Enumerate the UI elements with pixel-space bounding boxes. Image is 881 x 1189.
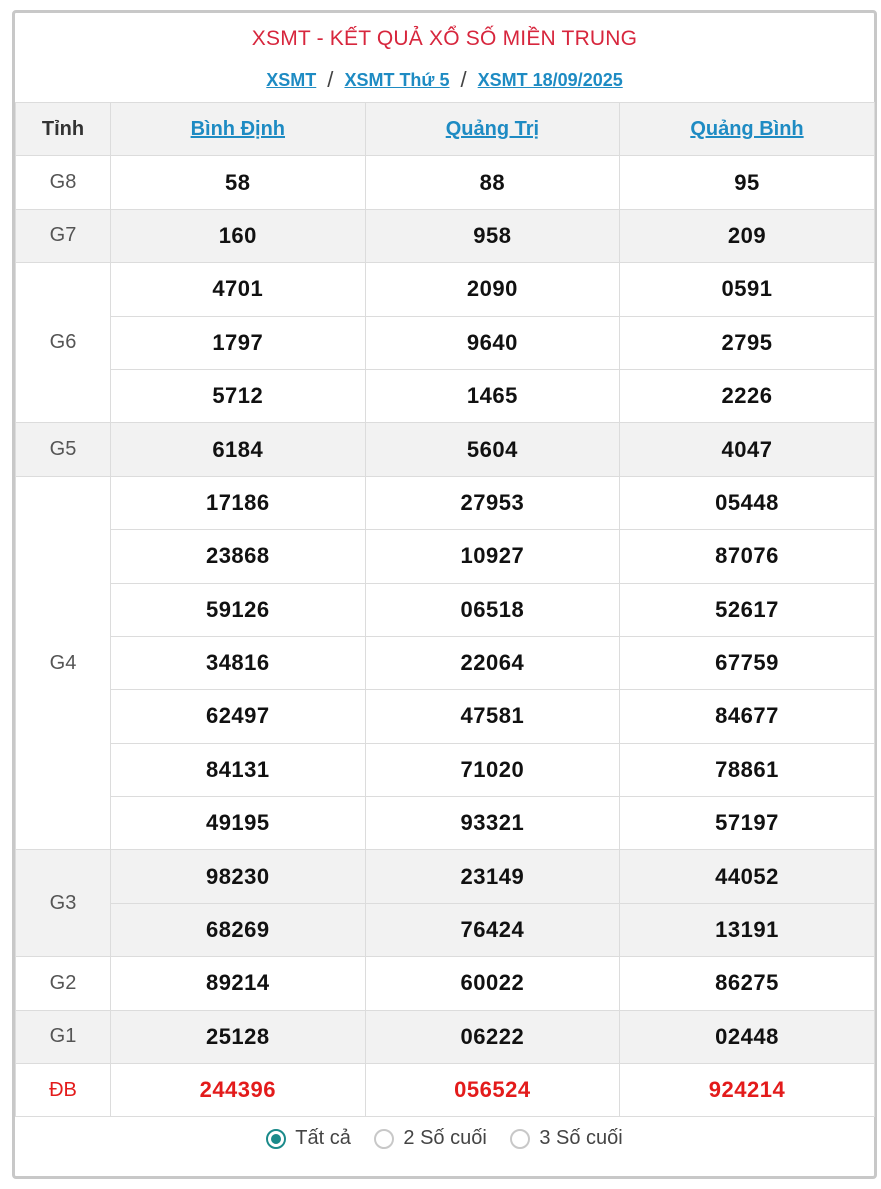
special-prize-label: ĐB [16, 1064, 111, 1117]
province-header [111, 103, 366, 156]
prize-number: 76424 [365, 903, 620, 956]
results-card [12, 10, 877, 1179]
special-prize-number: 924214 [620, 1064, 875, 1117]
breadcrumb-link-date[interactable]: XSMT 18/09/2025 [477, 70, 623, 90]
prize-label: G1 [16, 1010, 111, 1063]
filter-all-radio[interactable] [266, 1127, 351, 1150]
province-link-binh-dinh[interactable]: Bình Định [190, 117, 286, 140]
province-link-quang-binh[interactable]: Quảng Bình [690, 117, 804, 140]
table-row [16, 1010, 875, 1063]
prize-number: 0591 [620, 263, 875, 316]
province-header [365, 103, 620, 156]
breadcrumb [15, 66, 874, 92]
prize-number: 17186 [111, 476, 366, 529]
prize-label: G3 [16, 850, 111, 957]
prize-number: 6184 [111, 423, 366, 476]
breadcrumb-link-thursday[interactable]: XSMT Thứ 5 [344, 70, 450, 90]
table-row [16, 423, 875, 476]
prize-label: G7 [16, 209, 111, 262]
table-row [16, 156, 875, 209]
table-row [16, 263, 875, 316]
radio-checked-icon [266, 1129, 286, 1149]
prize-number: 22064 [365, 636, 620, 689]
prize-number: 10927 [365, 530, 620, 583]
prize-number: 5604 [365, 423, 620, 476]
prize-number: 93321 [365, 797, 620, 850]
table-row [16, 957, 875, 1010]
results-table [15, 102, 875, 1117]
table-row-special [16, 1064, 875, 1117]
prize-number: 52617 [620, 583, 875, 636]
table-row [16, 636, 875, 689]
prize-number: 02448 [620, 1010, 875, 1063]
prize-number: 86275 [620, 957, 875, 1010]
prize-number: 2226 [620, 369, 875, 422]
prize-number: 9640 [365, 316, 620, 369]
prize-number: 68269 [111, 903, 366, 956]
table-row [16, 583, 875, 636]
digit-filter-group [15, 1127, 874, 1155]
prize-number: 1797 [111, 316, 366, 369]
page-title: XSMT - KẾT QUẢ XỔ SỐ MIỀN TRUNG [251, 27, 638, 50]
prize-number: 71020 [365, 743, 620, 796]
filter-all-label: Tất cả [295, 1127, 351, 1149]
prize-number: 87076 [620, 530, 875, 583]
prize-number: 78861 [620, 743, 875, 796]
radio-unchecked-icon [374, 1129, 394, 1149]
breadcrumb-link-xsmt[interactable]: XSMT [266, 70, 317, 90]
prize-number: 06222 [365, 1010, 620, 1063]
table-row [16, 797, 875, 850]
province-column-header: Tỉnh [16, 103, 111, 156]
table-header-row [16, 103, 875, 156]
breadcrumb-separator: / [327, 67, 334, 92]
filter-last-3-radio[interactable] [510, 1127, 622, 1150]
prize-number: 47581 [365, 690, 620, 743]
breadcrumb-separator: / [460, 67, 467, 92]
special-prize-number: 056524 [365, 1064, 620, 1117]
prize-number: 44052 [620, 850, 875, 903]
table-row [16, 209, 875, 262]
prize-number: 95 [620, 156, 875, 209]
prize-number: 25128 [111, 1010, 366, 1063]
prize-number: 160 [111, 209, 366, 262]
province-link-quang-tri[interactable]: Quảng Trị [445, 117, 540, 140]
table-row [16, 316, 875, 369]
prize-number: 209 [620, 209, 875, 262]
prize-number: 60022 [365, 957, 620, 1010]
prize-number: 58 [111, 156, 366, 209]
radio-unchecked-icon [510, 1129, 530, 1149]
prize-number: 57197 [620, 797, 875, 850]
prize-number: 958 [365, 209, 620, 262]
special-prize-number: 244396 [111, 1064, 366, 1117]
table-row [16, 690, 875, 743]
prize-number: 59126 [111, 583, 366, 636]
prize-label: G8 [16, 156, 111, 209]
table-row [16, 530, 875, 583]
prize-number: 88 [365, 156, 620, 209]
filter-last-2-label: 2 Số cuối [403, 1127, 487, 1149]
prize-label: G5 [16, 423, 111, 476]
province-header [620, 103, 875, 156]
prize-number: 4047 [620, 423, 875, 476]
prize-number: 98230 [111, 850, 366, 903]
prize-label: G4 [16, 476, 111, 850]
prize-number: 05448 [620, 476, 875, 529]
prize-number: 2090 [365, 263, 620, 316]
prize-number: 27953 [365, 476, 620, 529]
table-row [16, 850, 875, 903]
prize-label: G2 [16, 957, 111, 1010]
prize-number: 4701 [111, 263, 366, 316]
prize-number: 23868 [111, 530, 366, 583]
prize-number: 23149 [365, 850, 620, 903]
table-row [16, 903, 875, 956]
prize-number: 89214 [111, 957, 366, 1010]
prize-number: 2795 [620, 316, 875, 369]
prize-number: 1465 [365, 369, 620, 422]
filter-last-2-radio[interactable] [374, 1127, 486, 1150]
prize-number: 49195 [111, 797, 366, 850]
prize-number: 62497 [111, 690, 366, 743]
prize-number: 34816 [111, 636, 366, 689]
prize-number: 5712 [111, 369, 366, 422]
table-row [16, 476, 875, 529]
prize-number: 13191 [620, 903, 875, 956]
prize-number: 84677 [620, 690, 875, 743]
prize-number: 06518 [365, 583, 620, 636]
filter-last-3-label: 3 Số cuối [539, 1127, 623, 1149]
table-row [16, 743, 875, 796]
table-row [16, 369, 875, 422]
prize-number: 84131 [111, 743, 366, 796]
prize-number: 67759 [620, 636, 875, 689]
prize-label: G6 [16, 263, 111, 423]
